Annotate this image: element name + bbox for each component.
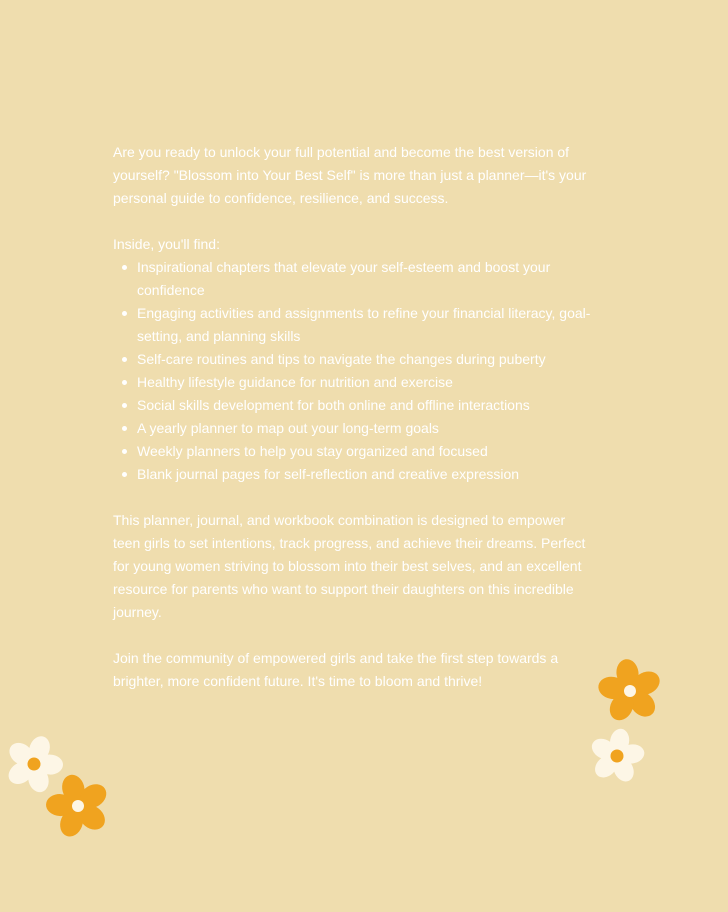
closing-paragraph: Join the community of empowered girls and take the first step towards a brighter, more confident future. It's time to bloom and thrive! xyxy=(113,650,559,689)
list-item: A yearly planner to map out your long-term goals xyxy=(137,417,593,440)
list-item: Weekly planners to help you stay organized and focused xyxy=(137,440,593,463)
list-item: Engaging activities and assignments to refine your financial literacy, goal-setting, and planning skills xyxy=(137,302,593,348)
flower-icon xyxy=(594,655,666,727)
description-paragraph: This planner, journal, and workbook combination is designed to empower teen girls to set intentions, track progress, and achieve their dreams. Perfect for young women striving to blossom into their best selves, and an excellent resource for parents who want to support their daughters on this incredible journey. xyxy=(113,512,586,620)
intro-paragraph: Are you ready to unlock your full potential and become the best version of yourself? "Blossom into Your Best Self" is more than just a planner—it's your personal guide to confidence, resilience, and success. xyxy=(113,144,587,206)
list-item: Healthy lifestyle guidance for nutrition and exercise xyxy=(137,371,593,394)
flower-icon xyxy=(42,770,114,842)
list-item: Self-care routines and tips to navigate the changes during puberty xyxy=(137,348,593,371)
product-description xyxy=(113,141,593,693)
feature-list xyxy=(113,256,593,486)
list-item: Social skills development for both online and offline interactions xyxy=(137,394,593,417)
list-item: Blank journal pages for self-reflection and creative expression xyxy=(137,463,593,486)
inside-heading: Inside, you'll find: xyxy=(113,236,220,252)
list-item: Inspirational chapters that elevate your self-esteem and boost your confidence xyxy=(137,256,593,302)
flower-icon xyxy=(586,724,648,788)
